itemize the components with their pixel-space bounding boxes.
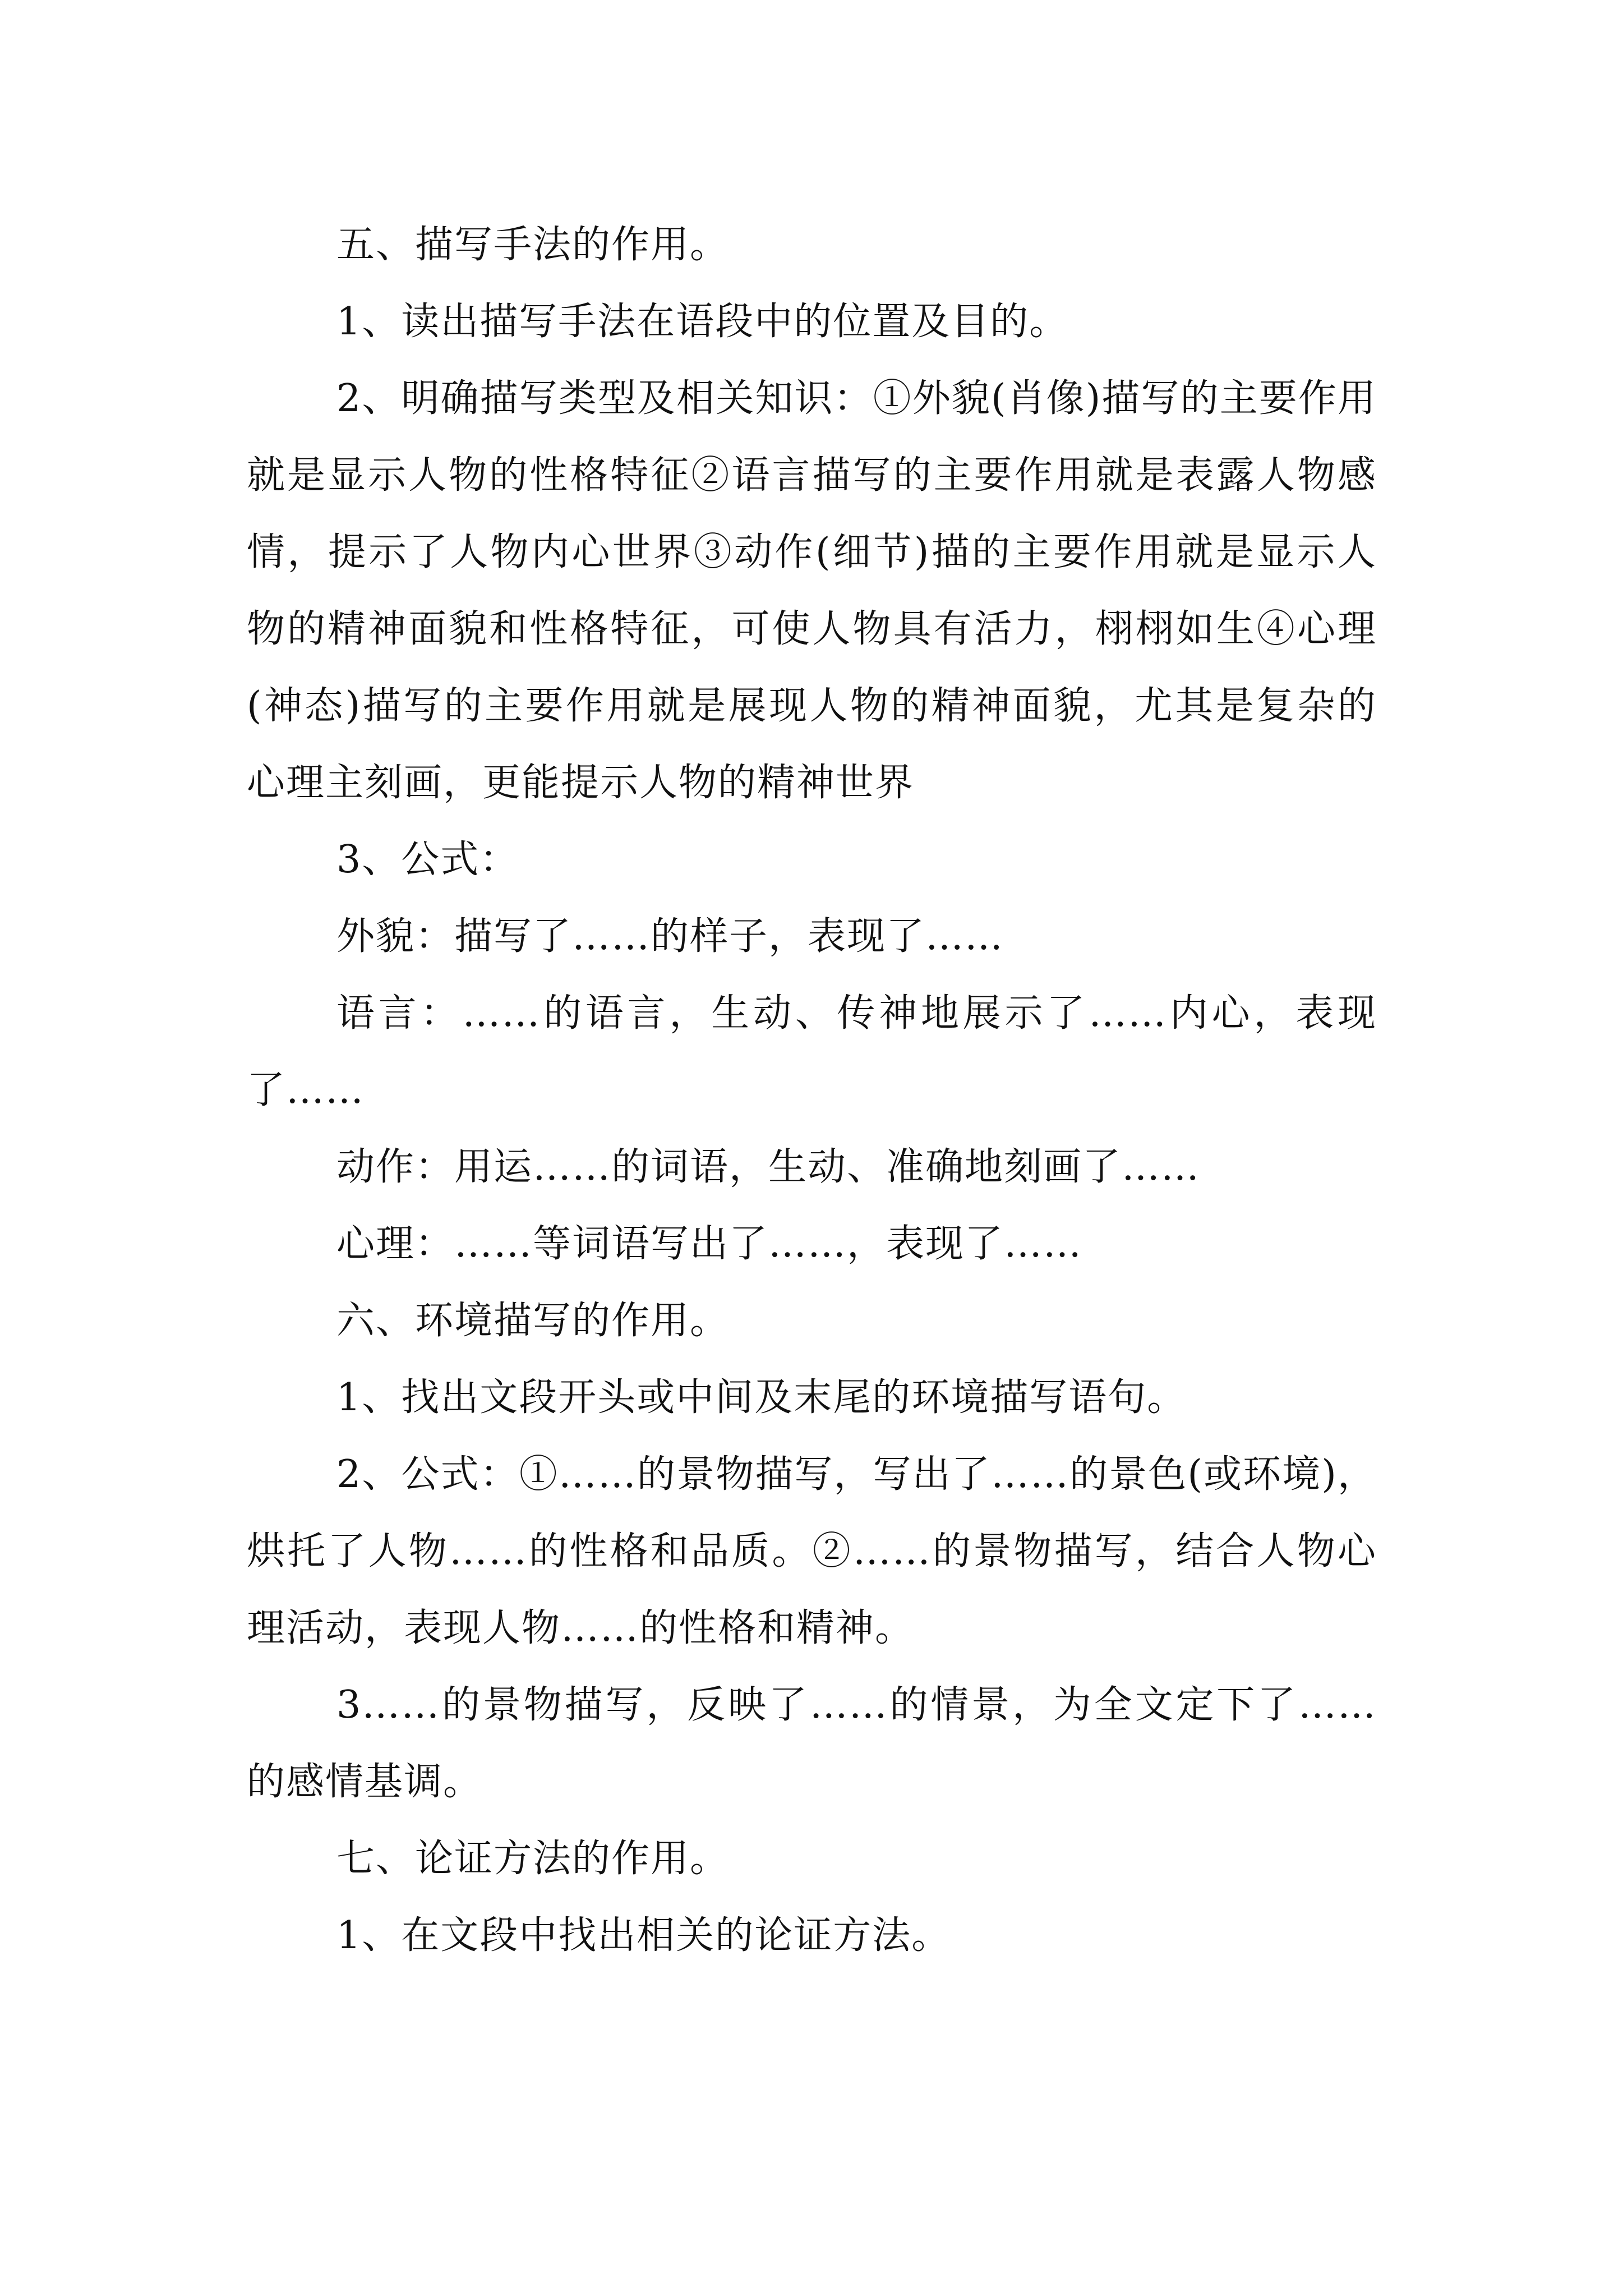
paragraph-5-3: 3、公式：	[336, 838, 519, 882]
section-heading-7: 七、论证方法的作用。	[336, 1837, 730, 1881]
formula-appearance: 外貌：描写了……的样子，表现了……	[336, 914, 1004, 959]
paragraph-6-2: 2、公式：①……的景物描写，写出了……的景色(或环境)，烘托了人物……的性格和品质。②……的景物描写，结合人物心理活动，表现人物……的性格和精神。	[247, 1452, 1377, 1650]
paragraph-7-1: 1、在文段中找出相关的论证方法。	[336, 1913, 951, 1958]
paragraph-6-3: 3……的景物描写，反映了……的情景，为全文定下了……的感情基调。	[247, 1683, 1377, 1804]
document-body	[247, 206, 1377, 1974]
paragraph-5-1: 1、读出描写手法在语段中的位置及目的。	[336, 300, 1069, 344]
section-heading-6: 六、环境描写的作用。	[336, 1299, 730, 1343]
formula-psychology: 心理：……等词语写出了……，表现了……	[336, 1222, 1083, 1266]
paragraph-5-2: 2、明确描写类型及相关知识：①外貌(肖像)描写的主要作用就是显示人物的性格特征②语言描写的主要作用就是表露人物感情，提示了人物内心世界③动作(细节)描的主要作用就是显示人物的精神面貌和性格特征，可使人物具有活力，栩栩如生④心理(神态)描写的主要作用就是展现人物的精神面貌，尤其是复杂的心理主刻画，更能提示人物的精神世界	[247, 376, 1377, 805]
paragraph-6-1: 1、找出文段开头或中间及末尾的环境描写语句。	[336, 1375, 1187, 1420]
formula-action: 动作：用运……的词语，生动、准确地刻画了……	[336, 1145, 1201, 1189]
section-heading-5: 五、描写手法的作用。	[336, 223, 730, 267]
formula-language: 语言：……的语言，生动、传神地展示了……内心，表现了……	[247, 991, 1377, 1112]
